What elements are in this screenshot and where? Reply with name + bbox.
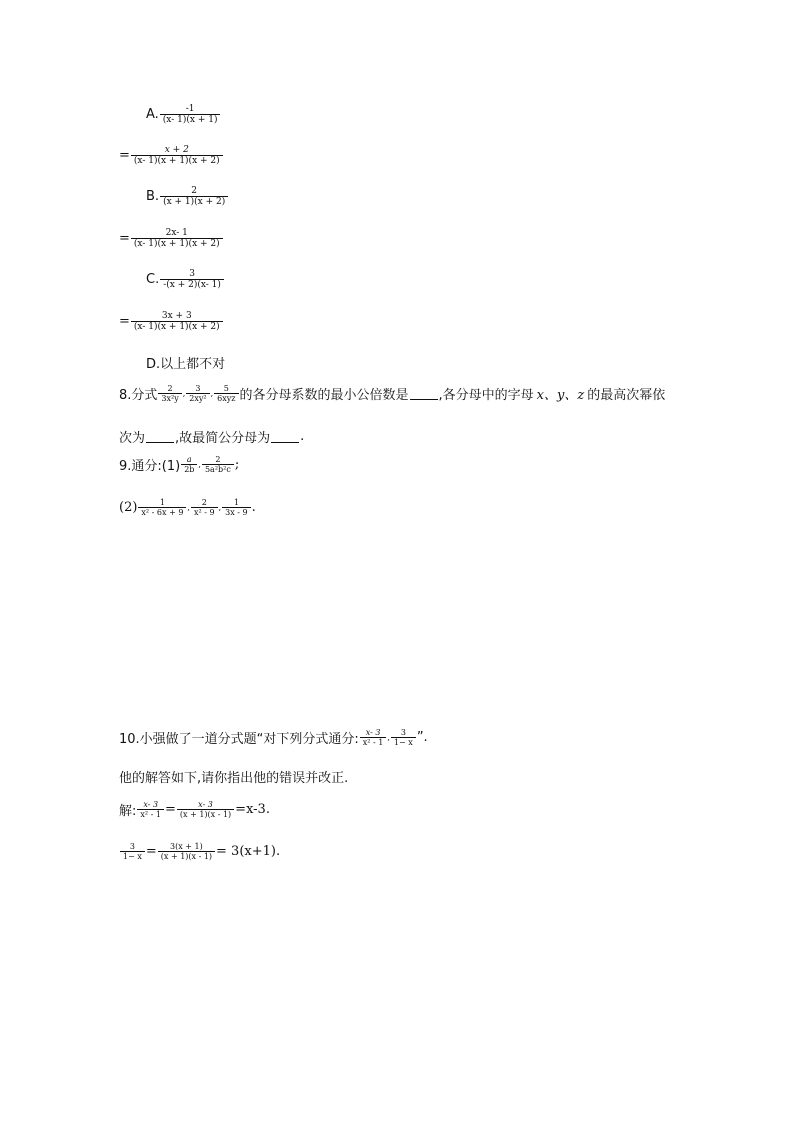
q8-line1: 8.分式 $\frac{2}{\text{3x²y}}$ , $\frac{3}{\text{2xy²}}$ , $\frac{5}{\text{6xyz}}$ 的各分母系数的最小公倍数是 ,各分母中的字母 x、y、z 的最高次幂依 bbox=[119, 384, 666, 404]
option-label: B. bbox=[146, 189, 160, 205]
q10-solution-1: 解: $\frac{x- 3}{\text{x² - 1}}$ = $\frac{x- 3}{(x + 1)(x - 1)}$ =x-3. bbox=[119, 800, 270, 820]
answer-blank bbox=[271, 430, 299, 443]
q7-option-c bbox=[146, 269, 225, 291]
fraction: $\frac{2}{(x + 1)(x + 2)}$ bbox=[160, 186, 228, 208]
fraction: $\frac{3}{\text{2xy²}}$ bbox=[186, 384, 209, 403]
q7-option-a-result: = $\frac{x + 2}{(x- 1)(x + 1)(x + 2)}$ bbox=[119, 145, 224, 167]
q7-option-a bbox=[146, 104, 221, 126]
fraction: $\frac{x + 2}{(x- 1)(x + 1)(x + 2)}$ bbox=[131, 145, 223, 167]
fraction: $\frac{a}{2b}$ bbox=[181, 455, 197, 474]
fraction: $\frac{x- 3}{(x + 1)(x - 1)}$ bbox=[177, 800, 234, 819]
fraction: $\frac{x- 3}{\text{x² - 1}}$ bbox=[360, 728, 387, 747]
fraction: $\frac{5}{\text{6xyz}}$ bbox=[214, 384, 238, 403]
fraction: $\frac{3}{-(x + 2)(x- 1)}$ bbox=[160, 269, 224, 291]
answer-blank bbox=[410, 387, 438, 400]
q7-option-d: D.以上都不对 bbox=[146, 357, 226, 372]
fraction: $\frac{2}{\text{5a²b²c}}$ bbox=[202, 455, 234, 474]
fraction: $\frac{2}{\text{3x²y}}$ bbox=[158, 384, 181, 403]
fraction: $\frac{3(x + 1)}{(x + 1)(x - 1)}$ bbox=[158, 842, 215, 861]
fraction: $\frac{1}{3x - 9}$ bbox=[222, 498, 250, 517]
q10-line1: 10.小强做了一道分式题“对下列分式通分: $\frac{x- 3}{\text{x² - 1}}$ , $\frac{3}{1- x}$ ”. bbox=[119, 728, 428, 748]
q10-line2: 他的解答如下,请你指出他的错误并改正. bbox=[119, 771, 349, 786]
fraction: $\frac{-1}{(x- 1)(x + 1)}$ bbox=[160, 104, 221, 126]
option-label: C. bbox=[146, 272, 160, 288]
q9-part1: 9.通分:(1) $\frac{a}{2b}$ , $\frac{2}{\text{5a²b²c}}$ ; bbox=[119, 455, 240, 475]
fraction: $\frac{x- 3}{\text{x² - 1}}$ bbox=[137, 800, 164, 819]
fraction: $\frac{2}{\text{x² - 9}}$ bbox=[191, 498, 218, 517]
answer-blank bbox=[146, 430, 174, 443]
option-label: A. bbox=[146, 107, 159, 123]
fraction: $\frac{3}{1- x}$ bbox=[120, 842, 145, 861]
q10-solution-2: $\frac{3}{1- x}$ = $\frac{3(x + 1)}{(x + 1)(x - 1)}$ = 3(x+1). bbox=[119, 842, 280, 861]
fraction: $\frac{3}{1- x}$ bbox=[391, 728, 416, 747]
q7-option-c-result: = $\frac{3x + 3}{(x- 1)(x + 1)(x + 2)}$ bbox=[119, 311, 224, 333]
q8-line2: 次为 ,故最简公分母为 . bbox=[119, 429, 305, 446]
q7-option-b-result: = $\frac{2x- 1}{(x- 1)(x + 1)(x + 2)}$ bbox=[119, 228, 224, 250]
fraction: $\frac{2x- 1}{(x- 1)(x + 1)(x + 2)}$ bbox=[131, 228, 223, 250]
q7-option-b bbox=[146, 186, 229, 208]
fraction: $\frac{1}{\text{x² - 6x + 9}}$ bbox=[138, 498, 186, 517]
fraction: $\frac{3x + 3}{(x- 1)(x + 1)(x + 2)}$ bbox=[131, 311, 223, 333]
q9-part2: (2) $\frac{1}{\text{x² - 6x + 9}}$ , $\frac{2}{\text{x² - 9}}$ , $\frac{1}{3x - 9}$ . bbox=[119, 498, 256, 518]
